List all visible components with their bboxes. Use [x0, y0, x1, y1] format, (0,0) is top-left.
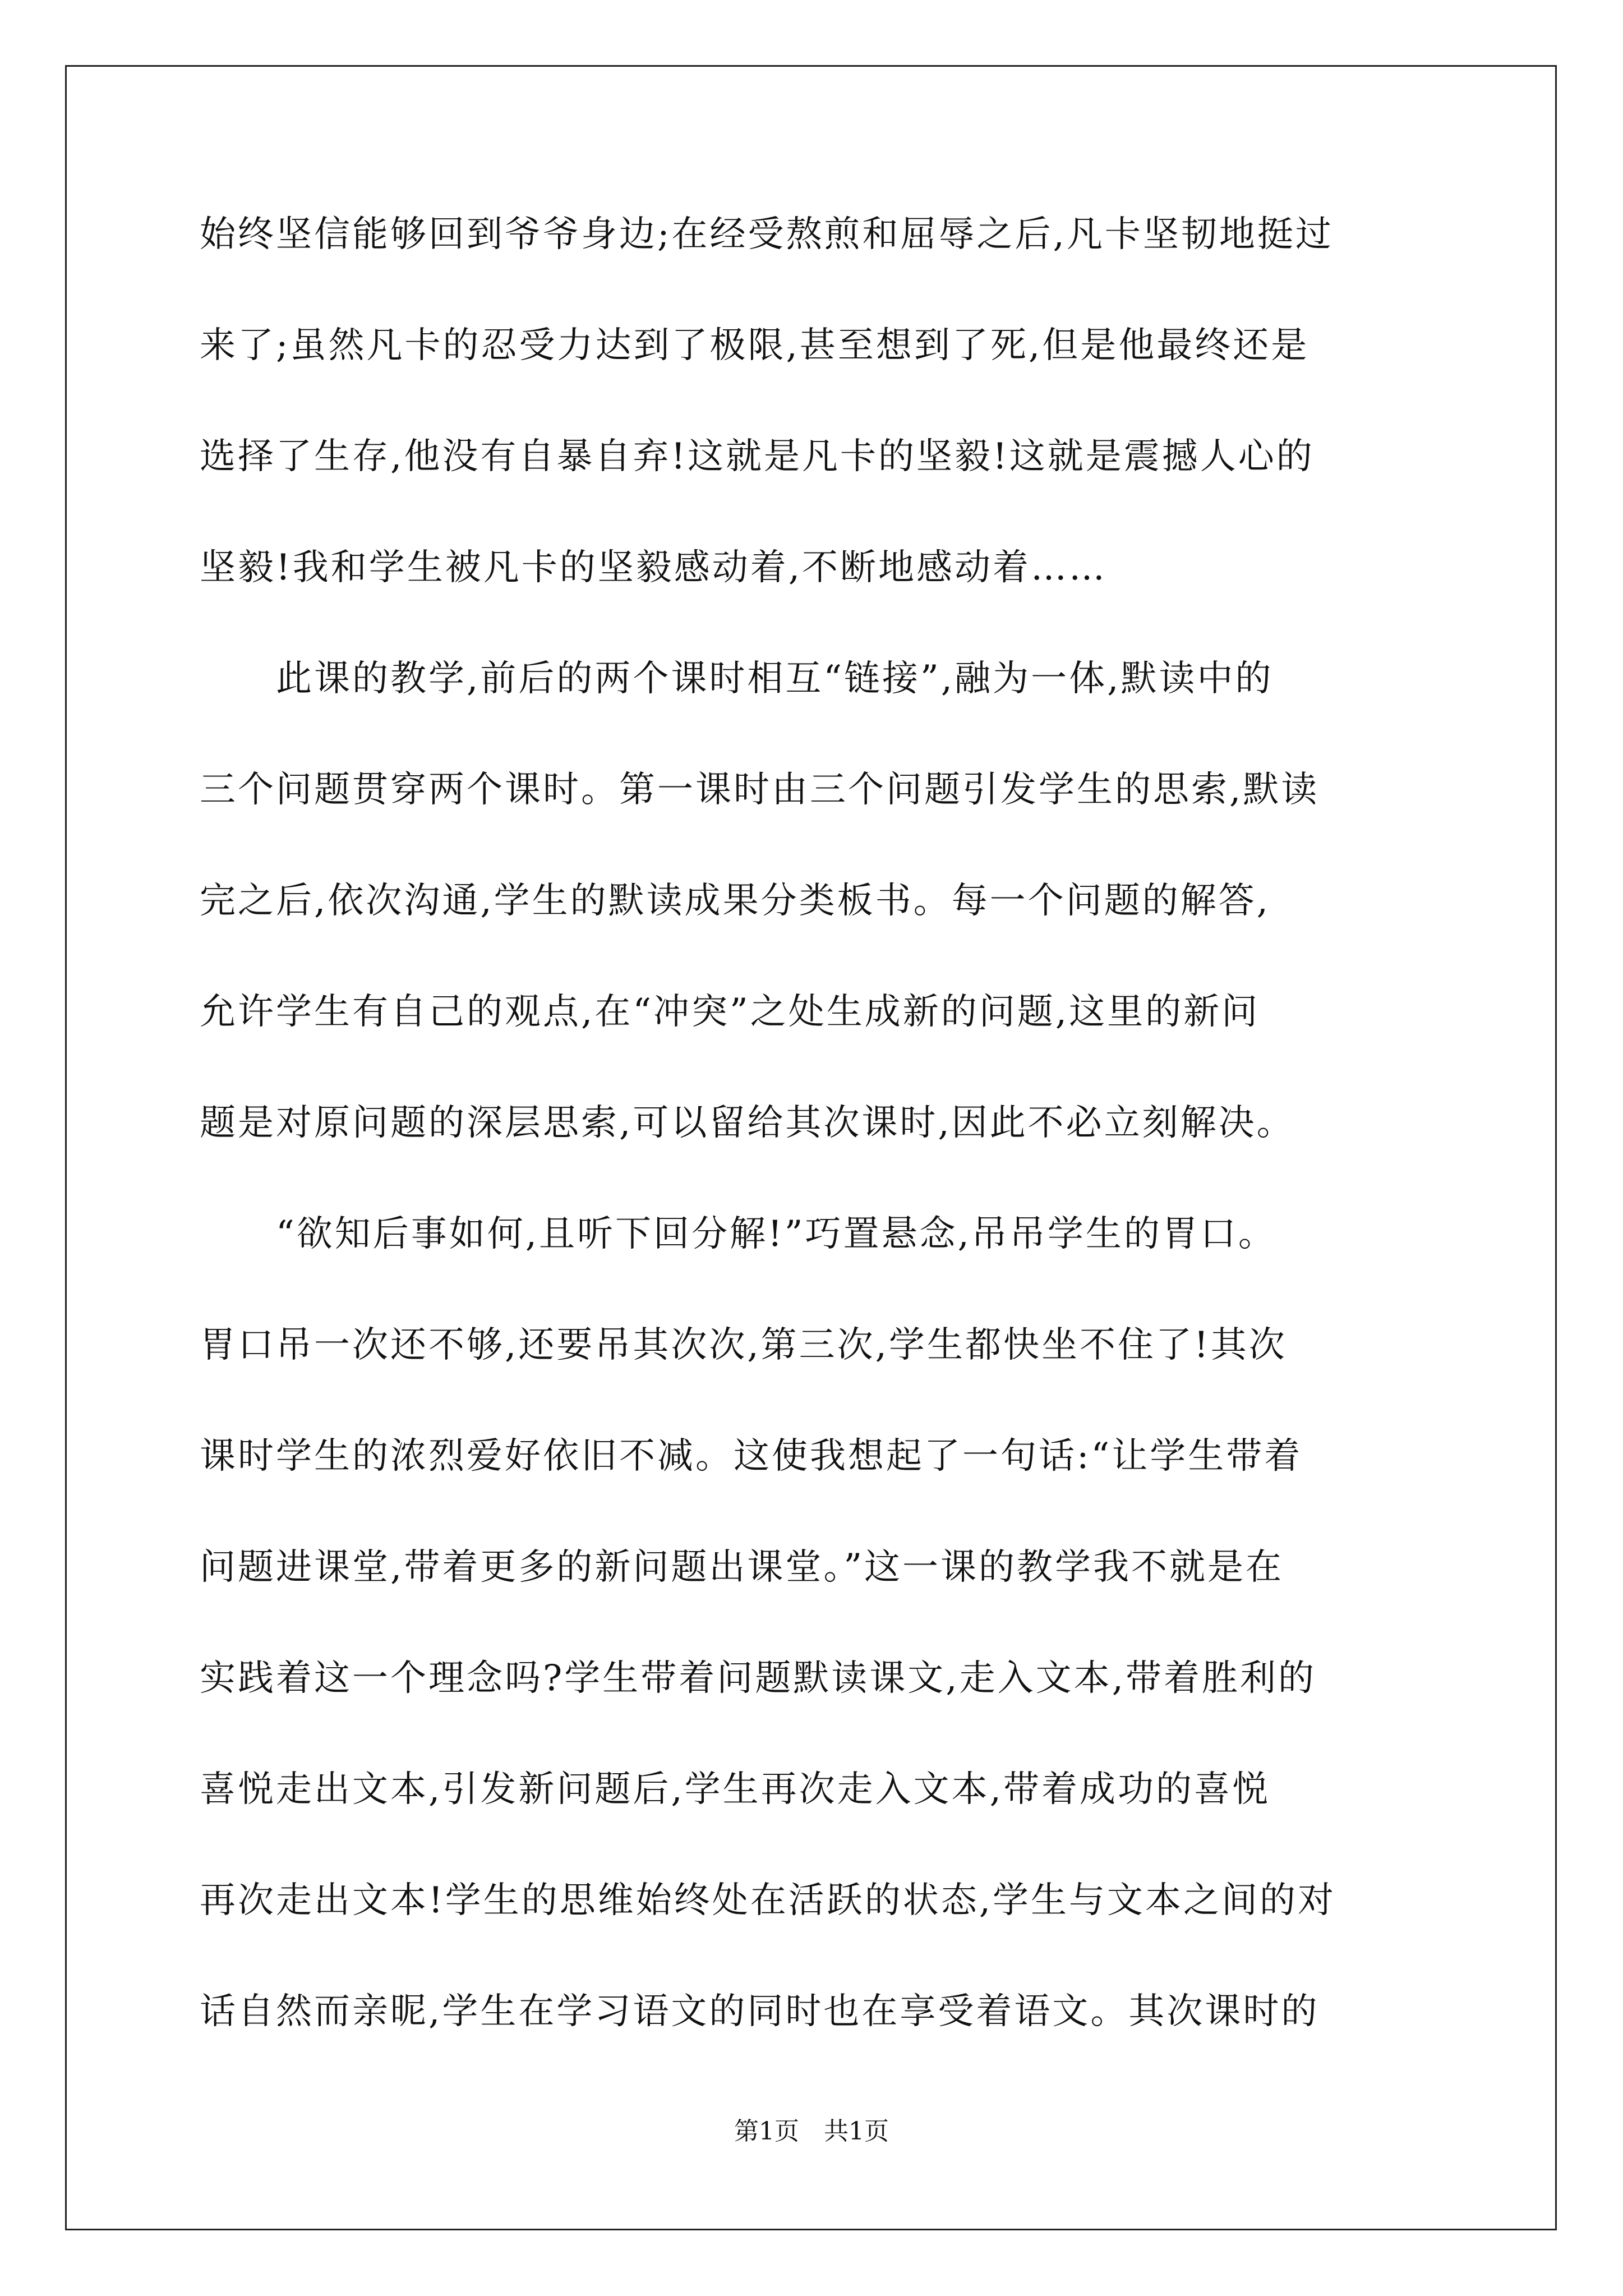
text-line: 允许学生有自己的观点,在“冲突”之处生成新的问题,这里的新问 — [200, 991, 1260, 1033]
text-line: 来了;虽然凡卡的忍受力达到了极限,甚至想到了死,但是他最终还是 — [200, 325, 1310, 366]
text-line: 问题进课堂,带着更多的新问题出课堂。”这一课的教学我不就是在 — [200, 1547, 1284, 1588]
text-line: 坚毅!我和学生被凡卡的坚毅感动着,不断地感动着…… — [200, 547, 1108, 588]
text-line: 喜悦走出文本,引发新问题后,学生再次走入文本,带着成功的喜悦 — [200, 1769, 1271, 1810]
text-line: 始终坚信能够回到爷爷身边;在经受熬煎和屈辱之后,凡卡坚韧地挺过 — [200, 214, 1334, 255]
text-line: 实践着这一个理念吗?学生带着问题默读课文,走入文本,带着胜利的 — [200, 1658, 1316, 1699]
paragraph-start-line: 此课的教学,前后的两个课时相互“链接”,融为一体,默读中的 — [200, 658, 1274, 700]
text-line: 话自然而亲昵,学生在学习语文的同时也在享受着语文。其次课时的 — [200, 1991, 1320, 2032]
text-line: 三个问题贯穿两个课时。第一课时由三个问题引发学生的思索,默读 — [200, 769, 1320, 811]
text-line: 再次走出文本!学生的思维始终处在活跃的状态,学生与文本之间的对 — [200, 1880, 1336, 1921]
text-line: 题是对原问题的深层思索,可以留给其次课时,因此不必立刻解决。 — [200, 1102, 1295, 1144]
text-line: 胃口吊一次还不够,还要吊其次次,第三次,学生都快坐不住了!其次 — [200, 1324, 1287, 1366]
text-line: 选择了生存,他没有自暴自弃!这就是凡卡的坚毅!这就是震撼人心的 — [200, 436, 1315, 477]
page-number-footer: 第1页 共1页 — [734, 2117, 889, 2146]
text-line: 完之后,依次沟通,学生的默读成果分类板书。每一个问题的解答, — [200, 880, 1271, 922]
paragraph-start-line: “欲知后事如何,且听下回分解!”巧置悬念,吊吊学生的胃口。 — [200, 1213, 1276, 1255]
text-line: 课时学生的浓烈爱好依旧不减。这使我想起了一句话:“让学生带着 — [200, 1435, 1303, 1477]
